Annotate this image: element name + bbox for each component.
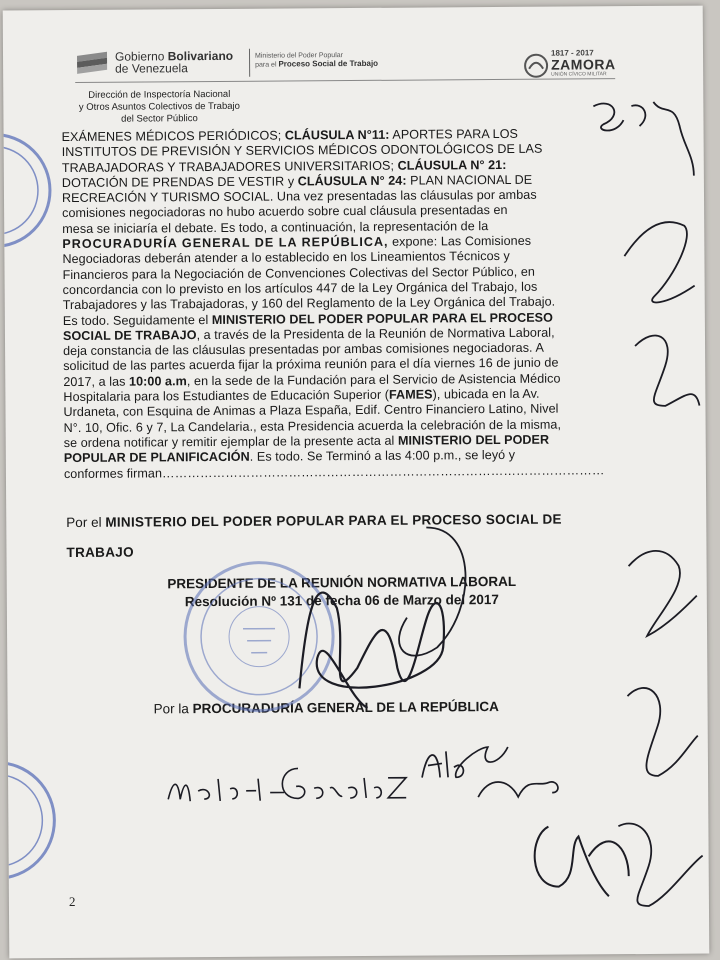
margin-signature-2-icon	[624, 222, 695, 303]
page-number: 2	[68, 893, 76, 910]
body-line: concordancia con lo previsto en los artículos 447 de la Ley Orgánica del Trabajo, los	[62, 279, 538, 298]
body-line: RECREACIÓN Y TURISMO SOCIAL. Una vez presentadas las cláusulas por ambas	[61, 187, 537, 206]
margin-signature-3-icon	[635, 335, 699, 406]
header-divider	[249, 49, 250, 77]
bottom-signature-icon	[534, 826, 628, 897]
body-line: PROCURADURÍA GENERAL DE LA REPÚBLICA, expone: Las Comisiones	[62, 233, 532, 252]
margin-signature-4-icon	[628, 551, 697, 636]
body-line: 2017, a las 10:00 a.m, en la sede de la Fundación para el Servicio de Asistencia Médico	[63, 371, 561, 389]
gov-name-line1: Gobierno Bolivariano	[114, 48, 234, 64]
body-line: Hospitalaria para los Estudiantes de Educación Superior (FAMES), ubicada en la Av.	[63, 386, 540, 405]
president-signature-title: PRESIDENTE DE LA REUNIÓN NORMATIVA LABORAL Resolución Nº 131 de fecha 06 de Marzo del 2017	[167, 573, 517, 610]
handwritten-name-signature-icon	[168, 768, 406, 802]
gov-name-line2: de Venezuela	[115, 61, 188, 76]
body-line: Negociadoras deberán atender a lo establecido en los Lineamientos Técnicos y	[62, 249, 510, 267]
body-line: se ordena notificar y remitir ejemplar de la presente acta al MINISTERIO DEL PODER	[63, 432, 550, 450]
venezuela-flag-icon	[75, 50, 109, 74]
body-line: EXÁMENES MÉDICOS PERIÓDICOS; CLÁUSULA N°11: APORTES PARA LOS	[61, 126, 519, 145]
body-line: DOTACIÓN DE PRENDAS DE VESTIR y CLÁUSULA N° 24: PLAN NACIONAL DE	[61, 172, 533, 190]
body-line: TRABAJADORAS Y TRABAJADORES UNIVERSITARIOS; CLÁUSULA N° 21:	[61, 157, 507, 175]
zamora-years: 1817 - 2017	[550, 48, 594, 58]
margin-signature-5-icon	[627, 688, 698, 777]
body-line: Financieros para la Negociación de Convenciones Colectivas del Sector Público, en	[62, 264, 535, 282]
directorate-heading: Dirección de Inspectoría Nacional y Otros Asuntos Colectivos de Trabajo del Sector Público	[78, 88, 240, 125]
body-line: INSTITUTOS DE PREVISIÓN Y SERVICIOS MÉDICOS ODONTOLÓGICOS DE LAS	[61, 141, 543, 160]
body-line: comisiones negociadoras no hubo acuerdo sobre cual cláusula presentadas en	[62, 203, 508, 221]
body-line: N°. 10, Ofic. 6 y 7, La Candelaria., esta Presidencia acuerda la celebración de la misma,	[63, 417, 562, 435]
ministry-name: Ministerio del Poder Popular para el Proceso Social de Trabajo	[255, 52, 379, 69]
procuraduria-signature-heading: Por la PROCURADURÍA GENERAL DE LA REPÚBLICA	[153, 699, 499, 717]
body-line: deja constancia de las cláusulas presentadas por ambas comisiones negociadoras. A	[63, 340, 544, 359]
margin-signature-6-icon	[618, 823, 703, 906]
zamora-subtitle: UNIÓN CÍVICO MILITAR	[551, 71, 607, 78]
left-stamp-top-icon	[3, 134, 51, 247]
body-line: SOCIAL DE TRABAJO, a través de la Presidenta de la Reunión de Normativa Laboral,	[62, 325, 555, 343]
document-page	[3, 6, 710, 959]
body-line: Urdaneta, con Esquina de Animas a Plaza España, Edif. Centro Financiero Latino, Nivel	[63, 401, 559, 420]
zamora-emblem-icon	[523, 53, 549, 79]
body-line: conformes firman……………………………………………………………………………………………	[63, 462, 605, 481]
procuraduria-signature-icon	[422, 747, 558, 798]
body-line: mesa se iniciaría el debate. Es todo, a continuación, la representación de la	[62, 218, 489, 236]
body-paragraph	[62, 126, 620, 482]
government-logo	[75, 45, 255, 80]
body-line: Trabajadores y las Trabajadoras, y 160 del Reglamento de la Ley Orgánica del Trabajo.	[62, 294, 556, 313]
zamora-name: ZAMORA	[551, 56, 616, 73]
body-line: solicitud de las partes acuerda fijar la próxima reunión para el día viernes 16 de junio de	[63, 356, 559, 374]
ministry-signature-heading: Por el MINISTERIO DEL PODER POPULAR PARA EL PROCESO SOCIAL DE TRABAJO	[66, 511, 562, 561]
body-line: POPULAR DE PLANIFICACIÓN. Es todo. Se Terminó a las 4:00 p.m., se leyó y	[63, 448, 516, 466]
body-line: Es todo. Seguidamente el MINISTERIO DEL PODER POPULAR PARA EL PROCESO	[62, 310, 553, 328]
left-stamp-bottom-icon	[3, 762, 55, 879]
